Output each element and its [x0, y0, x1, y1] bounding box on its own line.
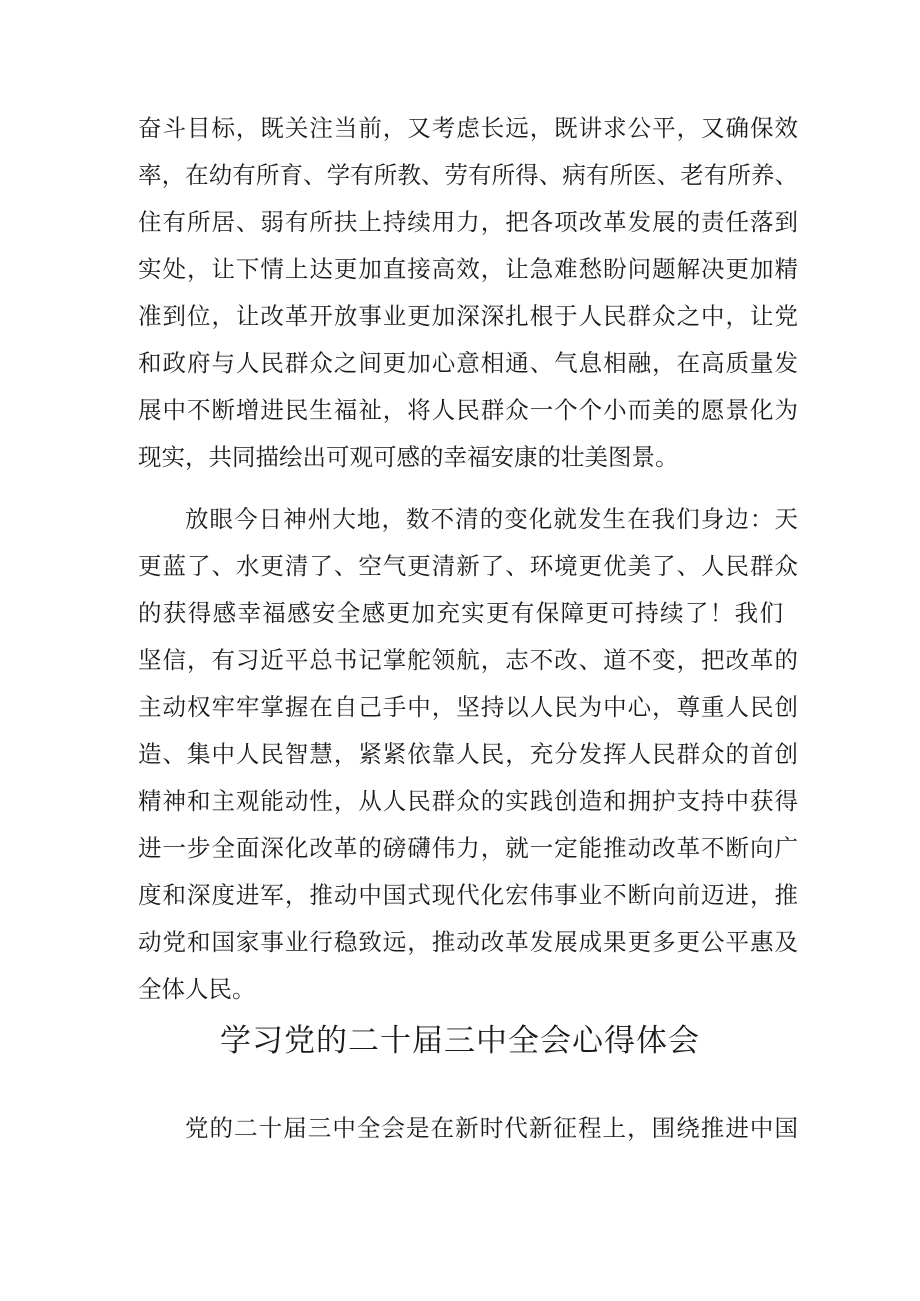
- text-line: 精神和主观能动性，从人民群众的实践创造和拥护支持中获得: [138, 787, 798, 815]
- text-line: 的获得感幸福感安全感更加充实更有保障更可持续了！我们: [138, 599, 783, 627]
- text-line: 全体人民。: [138, 975, 256, 1003]
- text-line: 准到位，让改革开放事业更加深深扎根于人民群众之中，让党: [138, 302, 798, 330]
- text-line: 进一步全面深化改革的磅礴伟力，就一定能推动改革不断向广: [138, 834, 798, 862]
- text-line: 坚信，有习近平总书记掌舵领航，志不改、道不变，把改革的: [138, 646, 798, 674]
- text-line: 展中不断增进民生福祉，将人民群众一个个小而美的愿景化为: [138, 396, 798, 424]
- section-title: 学习党的二十届三中全会心得体会: [220, 1023, 700, 1059]
- text-line: 党的二十届三中全会是在新时代新征程上，围绕推进中国: [185, 1114, 798, 1142]
- text-line: 主动权牢牢掌握在自己手中，坚持以人民为中心，尊重人民创: [138, 693, 798, 721]
- text-line: 更蓝了、水更清了、空气更清新了、环境更优美了、人民群众: [138, 552, 798, 580]
- text-line: 现实，共同描绘出可观可感的幸福安康的壮美图景。: [138, 443, 679, 471]
- text-line: 动党和国家事业行稳致远，推动改革发展成果更多更公平惠及: [138, 928, 798, 956]
- text-line: 住有所居、弱有所扶上持续用力，把各项改革发展的责任落到: [138, 208, 798, 236]
- text-line: 和政府与人民群众之间更加心意相通、气息相融，在高质量发: [138, 349, 798, 377]
- text-line: 放眼今日神州大地，数不清的变化就发生在我们身边：天: [185, 505, 798, 533]
- text-line: 造、集中人民智慧，紧紧依靠人民，充分发挥人民群众的首创: [138, 740, 798, 768]
- text-line: 度和深度进军，推动中国式现代化宏伟事业不断向前迈进，推: [138, 881, 798, 909]
- text-line: 率，在幼有所育、学有所教、劳有所得、病有所医、老有所养、: [138, 161, 798, 189]
- text-line: 实处，让下情上达更加直接高效，让急难愁盼问题解决更加精: [138, 255, 798, 283]
- text-line: 奋斗目标，既关注当前，又考虑长远，既讲求公平，又确保效: [138, 114, 798, 142]
